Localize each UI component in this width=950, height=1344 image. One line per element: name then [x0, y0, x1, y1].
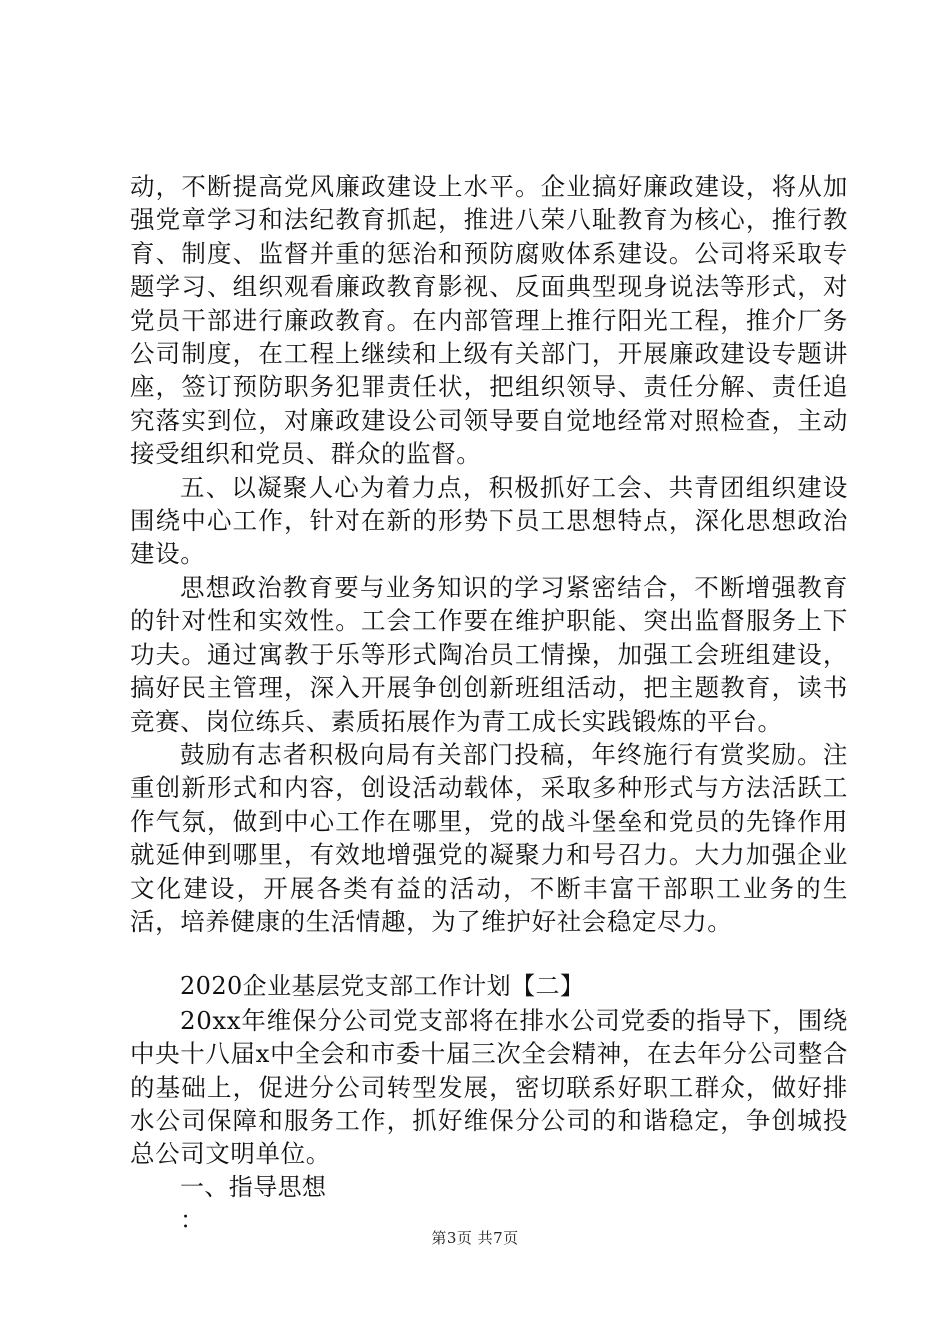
paragraph-plan-intro: 20xx年维保分公司党支部将在排水公司党委的指导下，围绕中央十八届x中全会和市委十届三次全会精神，在去年分公司整合的基础上，促进分公司转型发展，密切联系好职工群众，做好排水公司保障和服务工作，抓好维保分公司的和谐稳定，争创城投总公司文明单位。: [130, 1005, 848, 1169]
colon-mark: ：: [180, 1206, 204, 1235]
document-body: [130, 170, 848, 1238]
page-footer: 第3页 共7页: [431, 1229, 519, 1247]
paragraph-political-education: 思想政治教育要与业务知识的学习紧密结合，不断增强教育的针对性和实效性。工会工作要在维护职能、突出监督服务上下功夫。通过寓教于乐等形式陶冶员工情操，加强工会班组建设，搞好民主管理，深入开展争创创新班组活动，把主题教育，读书竞赛、岗位练兵、素质拓展作为青工成长实践锻炼的平台。: [130, 572, 848, 736]
section-gap: [130, 938, 848, 970]
paragraph-encouragement: 鼓励有志者积极向局有关部门投稿，年终施行有赏奖励。注重创新形式和内容，创设活动载体，采取多种形式与方法活跃工作气氛，做到中心工作在哪里，党的战斗堡垒和党员的先锋作用就延伸到哪里，有效地增强党的凝聚力和号召力。大力加强企业文化建设，开展各类有益的活动，不断丰富干部职工业务的生活，培养健康的生活情趣，为了维护好社会稳定尽力。: [130, 739, 848, 936]
plan-two-title: 2020企业基层党支部工作计划【二】: [180, 972, 585, 1001]
paragraph-anti-corruption: 动，不断提高党风廉政建设上水平。企业搞好廉政建设，将从加强党章学习和法纪教育抓起，推进八荣八耻教育为核心，推行教育、制度、监督并重的惩治和预防腐败体系建设。公司将采取专题学习、组织观看廉政教育影视、反面典型现身说法等形式，对党员干部进行廉政教育。在内部管理上推行阳光工程，推介厂务公司制度，在工程上继续和上级有关部门，开展廉政建设专题讲座，签订预防职务犯罪责任状，把组织领导、责任分解、责任追究落实到位，对廉政建设公司领导要自觉地经常对照检查，主动接受组织和党员、群众的监督。: [130, 172, 848, 469]
guiding-thought-heading: 一、指导思想: [180, 1172, 327, 1201]
paragraph-section-five-heading: 五、以凝聚人心为着力点，积极抓好工会、共青团组织建设围绕中心工作，针对在新的形势下员工思想特点，深化思想政治建设。: [130, 472, 848, 569]
